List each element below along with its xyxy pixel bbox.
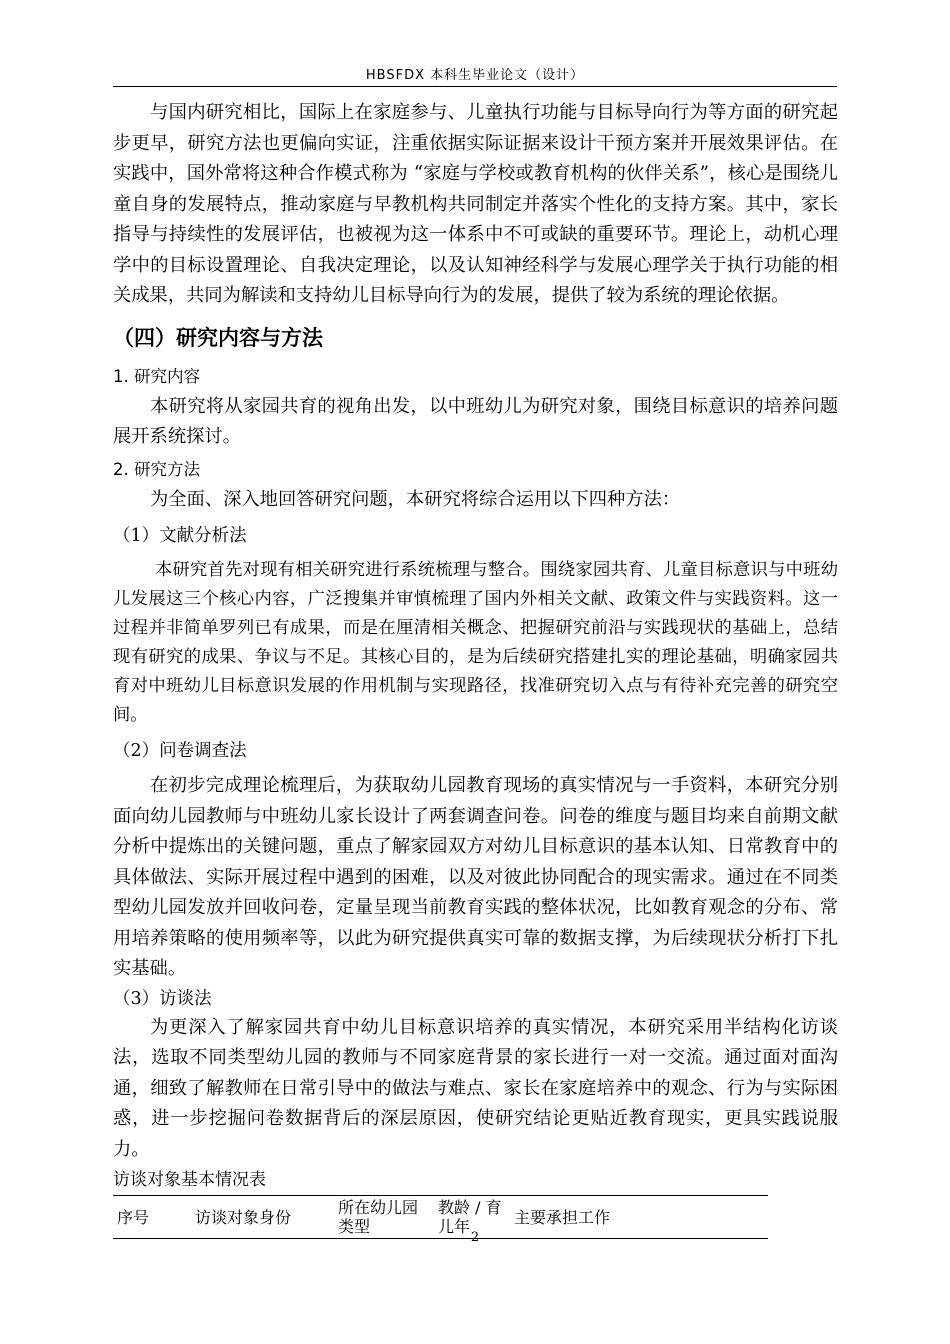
- table-header-cell: 教龄 / 育儿年: [438, 1198, 502, 1236]
- method-text-questionnaire: 在初步完成理论梳理后，为获取幼儿园教育现场的真实情况与一手资料，本研究分别面向幼儿园教师与中班幼儿家长设计了两套调查问卷。问卷的维度与题目均来自前期文献分析中提炼出的关键问题，重点了解家园双方对幼儿目标意识的基本认知、日常教育中的具体做法、实际开展过程中遇到的困难，以及对彼此协同配合的现实需求。通过在不同类型幼儿园发放并回收问卷，定量呈现当前教育实践的整体状况，比如教育观念的分布、常用培养策略的使用频率等，以此为研究提供真实可靠的数据支撑，为后续现状分析打下扎实基础。: [113, 775, 838, 979]
- research-methods-heading: 2. 研究方法: [113, 459, 200, 479]
- section-heading: （四）研究内容与方法: [113, 325, 323, 350]
- intro-paragraph: 与国内研究相比，国际上在家庭参与、儿童执行功能与目标导向行为等方面的研究起步更早，研究方法也更偏向实证，注重依据实际证据来设计干预方案并开展效果评估。在实践中，国外常将这种合作模式称为 “家庭与学校或教育机构的伙伴关系”，核心是围绕儿童自身的发展特点，推动家庭与早教机构共同制定并落实个性化的支持方案。其中，家长指导与持续性的发展评估，也被视为这一体系中不可或缺的重要环节。理论上，动机心理学中的目标设置理论、自我决定理论，以及认知神经科学与发展心理学关于执行功能的相关成果，共同为解读和支持幼儿目标导向行为的发展，提供了较为系统的理论依据。: [113, 102, 838, 306]
- method-title-interview: （3）访谈法: [113, 988, 212, 1009]
- table-title: 访谈对象基本情况表: [113, 1170, 266, 1190]
- table-header-cell: 所在幼儿园类型: [338, 1198, 419, 1236]
- method-title-questionnaire: （2）问卷调查法: [113, 741, 247, 761]
- method-text-interview: 为更深入了解家园共育中幼儿目标意识培养的真实情况，本研究采用半结构化访谈法，选取不同类型幼儿园的教师与不同家庭背景的家长进行一对一交流。通过面对面沟通，细致了解教师在日常引导中的做法与难点、家长在家庭培养中的观念、行为与实际困惑，进一步挖掘问卷数据背后的深层原因，使研究结论更贴近教育现实，更具实践说服力。: [113, 1016, 838, 1160]
- table-header-cell: 序号: [117, 1207, 150, 1227]
- research-content-heading: 1. 研究内容: [113, 366, 200, 386]
- research-content-paragraph: 本研究将从家园共育的视角出发，以中班幼儿为研究对象，围绕目标意识的培养问题展开系统探讨。: [113, 395, 838, 447]
- research-methods-intro: 为全面、深入地回答研究问题，本研究将综合运用以下四种方法：: [150, 488, 681, 510]
- document-body: [113, 98, 838, 1239]
- method-text-literature: 本研究首先对现有相关研究进行系统梳理与整合。围绕家园共育、儿童目标意识与中班幼儿发展这三个核心内容，广泛搜集并审慎梳理了国内外相关文献、政策文件与实践资料。这一过程并非简单罗列已有成果，而是在厘清相关概念、把握研究前沿与实践现状的基础上，总结现有研究的成果、争议与不足。其核心目的，是为后续研究搭建扎实的理论基础，明确家园共育对中班幼儿目标意识发展的作用机制与实现路径，找准研究切入点与有待补充完善的研究空间。: [113, 560, 838, 725]
- table-header-cell: 访谈对象身份: [195, 1207, 292, 1227]
- table-header-cell: 主要承担工作: [514, 1207, 611, 1227]
- method-title-literature: （1）文献分析法: [113, 526, 247, 546]
- page-header: HBSFDX 本科生毕业论文（设计）: [113, 64, 837, 87]
- page-number: 2: [470, 1230, 480, 1245]
